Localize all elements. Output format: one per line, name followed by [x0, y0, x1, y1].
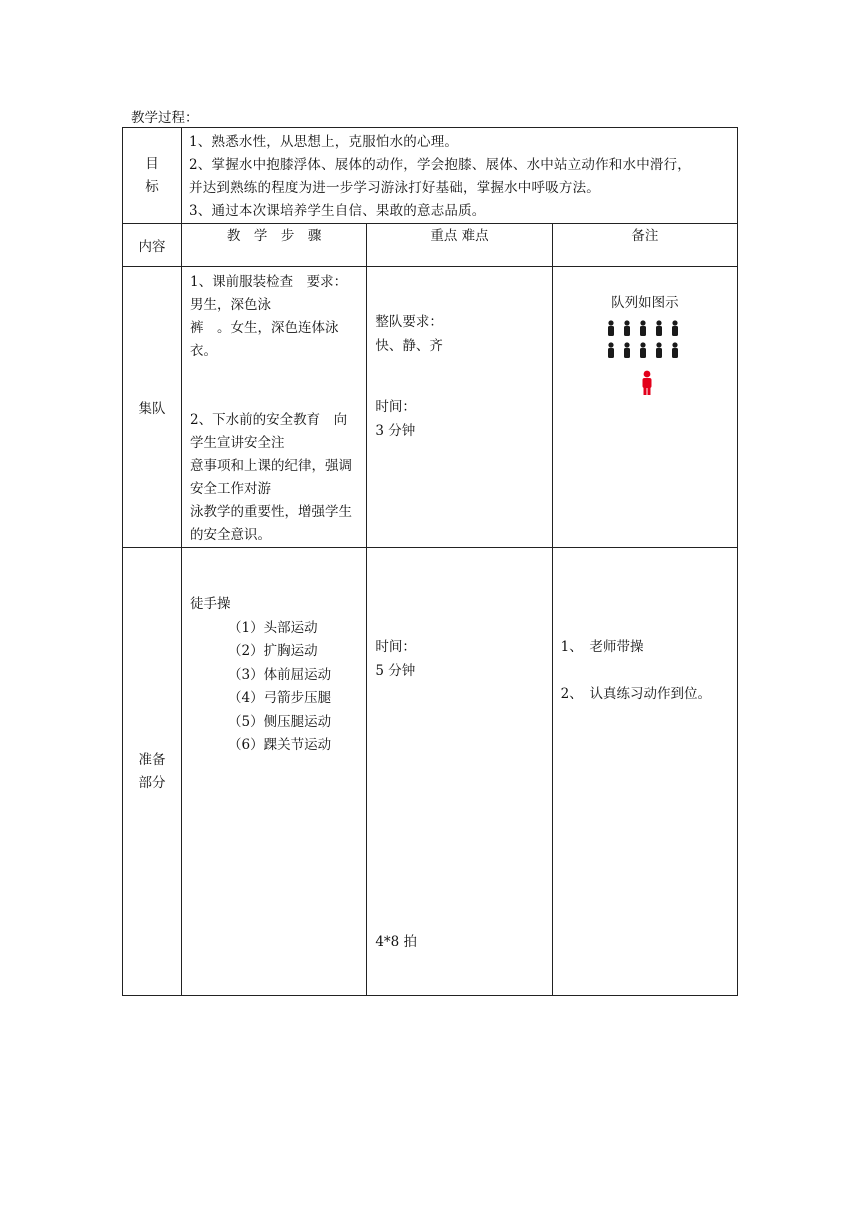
goal-line-3: 并达到熟练的程度为进一步学习游泳打好基础，掌握水中呼吸方法。 — [189, 180, 600, 196]
warmup-time-label: 时间： — [375, 639, 416, 655]
warmup-note-spacer — [561, 660, 731, 683]
warmup-beats: 4*8 拍 — [375, 934, 418, 950]
assembly-row — [123, 267, 738, 548]
warmup-item-3: （3）体前屈运动 — [228, 666, 332, 683]
warmup-key-spacer — [375, 683, 551, 931]
warmup-item-4: （4）弓箭步压腿 — [228, 690, 332, 706]
warmup-item-1: （1）头部运动 — [228, 619, 318, 636]
warmup-key-cell — [367, 548, 552, 996]
goal-line-2: 2、掌握水中抱膝浮体、展体的动作，学会抱膝、展体、水中站立动作和水中滑行， — [189, 157, 691, 173]
assembly-spacer — [190, 363, 360, 409]
assembly-step1-line2: 裤 。女生，深色连体泳衣。 — [190, 320, 339, 359]
warmup-row — [123, 548, 738, 996]
teacher-figure-icon — [642, 371, 651, 395]
goals-label-line1: 目 — [145, 155, 159, 172]
assembly-key-cell — [367, 267, 552, 548]
header-key-points: 重点 难点 — [367, 224, 552, 267]
warmup-item-6: （6）踝关节运动 — [228, 737, 332, 753]
assembly-key-spacer — [375, 358, 551, 395]
assembly-label: 集队 — [123, 267, 182, 548]
warmup-note-2: 2、 认真练习动作到位。 — [560, 685, 711, 702]
warmup-label-line2: 部分 — [138, 774, 166, 791]
assembly-time-value: 3 分钟 — [375, 423, 416, 439]
warmup-time-value: 5 分钟 — [375, 662, 416, 679]
formation-diagram — [605, 319, 685, 399]
student-figure-icon — [672, 342, 678, 358]
warmup-note-1: 1、 老师带操 — [560, 639, 644, 655]
warmup-title: 徒手操 — [190, 596, 231, 612]
assembly-step2-line3: 泳教学的重要性，增强学生的安全意识。 — [190, 504, 352, 543]
page-heading: 教学过程： — [131, 110, 199, 126]
header-notes: 备注 — [552, 224, 737, 267]
assembly-notes-cell — [552, 267, 737, 548]
goals-content-cell — [182, 128, 738, 224]
goals-label-line2: 标 — [145, 178, 159, 195]
header-steps: 教 学 步 骤 — [182, 224, 367, 267]
assembly-time-label: 时间： — [375, 399, 416, 415]
student-figure-icon — [640, 342, 646, 358]
assembly-step1-line1: 1、课前服装检查 要求：男生，深色泳 — [190, 274, 348, 313]
student-figure-icon — [624, 342, 630, 358]
goal-line-1: 1、熟悉水性，从思想上，克服怕水的心理。 — [189, 134, 459, 150]
assembly-key-line2: 快、静、齐 — [375, 338, 443, 354]
student-figure-icon — [624, 320, 630, 336]
header-content: 内容 — [123, 224, 182, 267]
assembly-key-line1: 整队要求： — [375, 314, 443, 330]
goals-row — [123, 128, 738, 224]
assembly-steps-cell — [182, 267, 367, 548]
student-figure-icon — [608, 342, 614, 358]
warmup-steps-cell — [182, 548, 367, 996]
warmup-label-cell — [123, 548, 182, 996]
student-figure-icon — [672, 320, 678, 336]
assembly-step2-line1: 2、下水前的安全教育 向学生宣讲安全注 — [190, 412, 348, 451]
student-figure-icon — [656, 342, 662, 358]
student-figure-icon — [608, 320, 614, 336]
student-figures — [608, 320, 678, 358]
column-header-row — [123, 224, 738, 267]
assembly-step2-line2: 意事项和上课的纪律，强调安全工作对游 — [190, 458, 352, 497]
goal-line-4: 3、通过本次课培养学生自信、果敢的意志品质。 — [189, 203, 486, 219]
lesson-plan-table — [122, 127, 738, 996]
warmup-notes-cell — [552, 548, 737, 996]
warmup-item-2: （2）扩胸运动 — [228, 643, 318, 659]
warmup-item-5: （5）侧压腿运动 — [228, 713, 332, 730]
formation-caption: 队列如图示 — [611, 295, 679, 311]
goals-label-cell — [123, 128, 182, 224]
warmup-label-line1: 准备 — [138, 751, 166, 768]
student-figure-icon — [640, 320, 646, 336]
student-figure-icon — [656, 320, 662, 336]
